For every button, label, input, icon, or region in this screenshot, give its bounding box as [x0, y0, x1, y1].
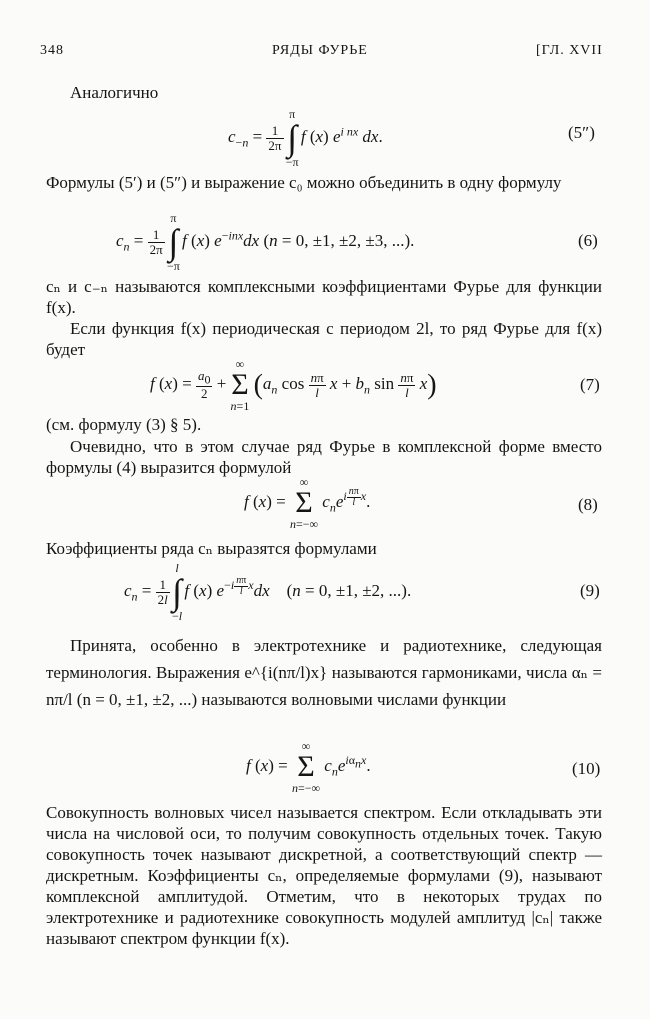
chapter-label: [ГЛ. XVII — [536, 43, 603, 58]
formula-7: f (x) = $\frac{a_0}{2}$ + ∞ Σ n=1 ($a_n$ cos $\frac{n\pi}{l}$ $x + b_n$ sin $\frac{n\pi}{l}$ x) — [150, 357, 437, 413]
paragraph-3: Если функция f(x) периодическая с периодом 2l, то ряд Фурье для f(x) будет — [46, 319, 602, 359]
formula-6: $c_n$ = $\frac{1}{2\pi}$ π ∫ −π f (x) $e^{-inx}dx$ (n = 0, ±1, ±2, ±3, ...). — [116, 211, 415, 273]
equation-label-7: (7) — [580, 375, 600, 394]
paragraph-8: Совокупность волновых чисел называется спектром. Если откладывать эти числа на числовой оси, то получим совокупность отдельных точек. Такую совокупность точек называют дискретной, а соответствующий спектр — дискретным. Коэффициенты cₙ, определяемые формулами (9), называют комплексной амплитудой. Отметим, что в некоторых трудах по электротехнике и радиотехнике совокупность модулей амплитуд |cₙ| также называют спектром функции f(x). — [46, 803, 602, 948]
paragraph-5: Очевидно, что в этом случае ряд Фурье в комплексной форме вместо формулы (4) выразится формулой — [46, 437, 602, 477]
analog-text: Аналогично — [70, 83, 159, 102]
paragraph-4: (см. формулу (3) § 5). — [46, 415, 202, 434]
equation-label-5pp: (5″) — [568, 123, 595, 142]
paragraph-6: Коэффициенты ряда cₙ выразятся формулами — [46, 539, 377, 558]
formula-9: $c_n$ = $\frac{1}{2l}$ l ∫ −l f (x) $e^{-i \frac{n\pi}{l} x}dx$ (n = 0, ±1, ±2, ...). — [124, 561, 412, 623]
equation-label-6: (6) — [578, 231, 598, 250]
equation-label-10: (10) — [572, 759, 601, 778]
equation-label-9: (9) — [580, 581, 600, 600]
paragraph-2: cₙ и c₋ₙ называются комплексными коэффициентами Фурье для функции f(x). — [46, 277, 602, 317]
running-title: РЯДЫ ФУРЬЕ — [272, 43, 368, 58]
page-number: 348 — [40, 43, 64, 58]
paragraph-7: Принята, особенно в электротехнике и радиотехнике, следующая терминология. Выражения e^{i(nπ/l)x} называются гармониками, числа αₙ = nπ/l (n = 0, ±1, ±2, ...) называются волновыми числами функции — [46, 636, 602, 709]
formula-8: f (x) = ∞ Σ n=−∞ $c_ne^{i \frac{n\pi}{l} x}$. — [244, 475, 371, 531]
formula-10: f (x) = ∞ Σ n=−∞ $c_ne^{i\alpha_nx}$. — [246, 739, 371, 795]
equation-label-8: (8) — [578, 495, 598, 514]
paragraph-1: Формулы (5′) и (5″) и выражение c₀ можно объединить в одну формулу — [46, 173, 562, 192]
formula-5pp: $c_{-n}$ = $\frac{1}{2\pi}$ π ∫ −π f (x) $e^{i nx}$ dx. — [228, 107, 383, 169]
